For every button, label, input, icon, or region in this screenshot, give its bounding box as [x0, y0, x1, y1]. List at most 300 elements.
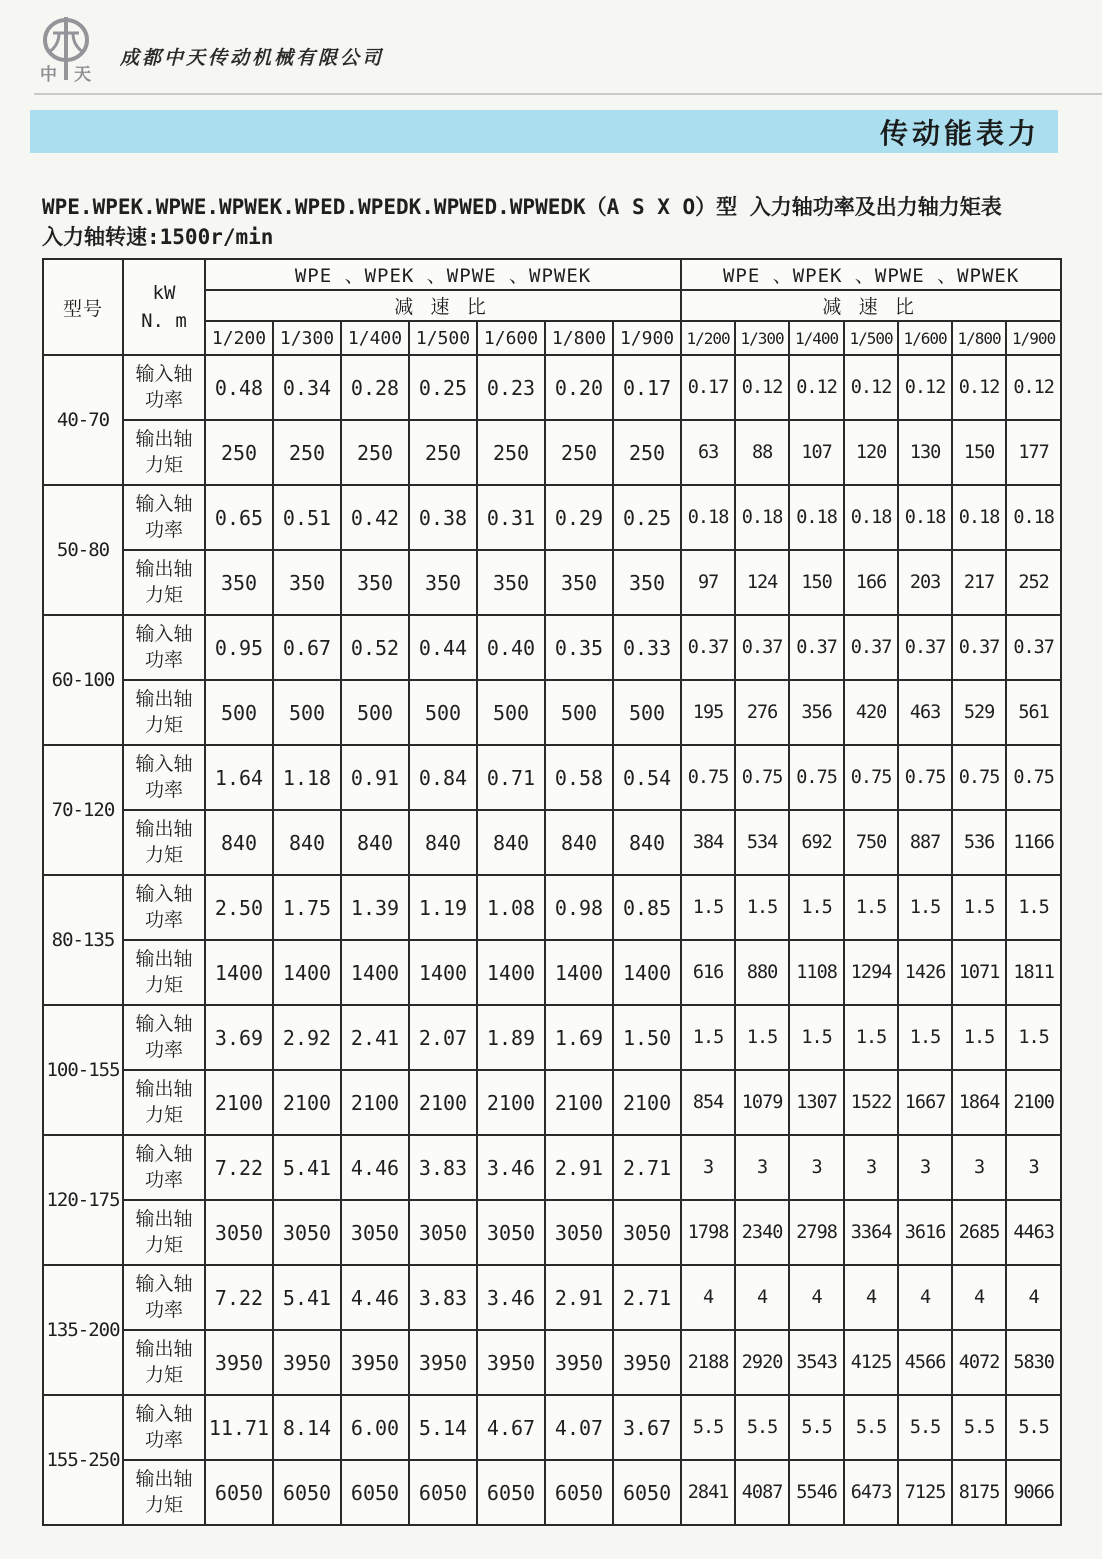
value-cell: 1.5 — [1006, 875, 1061, 940]
value-cell: 3.69 — [205, 1005, 273, 1070]
torque-row — [43, 1330, 1061, 1395]
value-cell: 840 — [477, 810, 545, 875]
value-cell: 6050 — [477, 1460, 545, 1525]
ratio-header-g2: 1/600 — [898, 321, 952, 355]
model-cell: 40-70 — [43, 355, 123, 485]
torque-row — [43, 940, 1061, 1005]
value-cell: 2100 — [409, 1070, 477, 1135]
power-row — [43, 485, 1061, 550]
power-row-label: 输入轴 功率 — [123, 1135, 205, 1200]
page-header — [34, 14, 384, 86]
torque-row — [43, 1070, 1061, 1135]
value-cell: 0.54 — [613, 745, 681, 810]
value-cell: 8175 — [952, 1460, 1006, 1525]
torque-row-label: 输出轴 力矩 — [123, 1330, 205, 1395]
value-cell: 0.37 — [952, 615, 1006, 680]
value-cell: 0.67 — [273, 615, 341, 680]
value-cell: 3.83 — [409, 1135, 477, 1200]
model-cell: 100-155 — [43, 1005, 123, 1135]
value-cell: 1.50 — [613, 1005, 681, 1070]
value-cell: 1400 — [205, 940, 273, 1005]
value-cell: 3 — [681, 1135, 735, 1200]
company-name: 成都中天传动机械有限公司 — [120, 48, 385, 69]
value-cell: 0.95 — [205, 615, 273, 680]
value-cell: 1.5 — [952, 1005, 1006, 1070]
value-cell: 1400 — [409, 940, 477, 1005]
value-cell: 840 — [273, 810, 341, 875]
value-cell: 0.75 — [681, 745, 735, 810]
value-cell: 3.46 — [477, 1135, 545, 1200]
value-cell: 0.18 — [789, 485, 844, 550]
ratio-header-g2: 1/500 — [844, 321, 898, 355]
power-row — [43, 1005, 1061, 1070]
power-row-label: 输入轴 功率 — [123, 1395, 205, 1460]
value-cell: 177 — [1006, 420, 1061, 485]
value-cell: 2841 — [681, 1460, 735, 1525]
model-cell: 80-135 — [43, 875, 123, 1005]
value-cell: 6050 — [409, 1460, 477, 1525]
value-cell: 1307 — [789, 1070, 844, 1135]
value-cell: 1.18 — [273, 745, 341, 810]
value-cell: 203 — [898, 550, 952, 615]
value-cell: 3050 — [613, 1200, 681, 1265]
value-cell: 3950 — [273, 1330, 341, 1395]
value-cell: 0.18 — [1006, 485, 1061, 550]
value-cell: 250 — [545, 420, 613, 485]
value-cell: 1400 — [477, 940, 545, 1005]
value-cell: 0.18 — [898, 485, 952, 550]
value-cell: 0.12 — [1006, 355, 1061, 420]
value-cell: 124 — [735, 550, 789, 615]
value-cell: 1166 — [1006, 810, 1061, 875]
value-cell: 0.75 — [735, 745, 789, 810]
value-cell: 2685 — [952, 1200, 1006, 1265]
value-cell: 2100 — [1006, 1070, 1061, 1135]
value-cell: 0.35 — [545, 615, 613, 680]
value-cell: 2.07 — [409, 1005, 477, 1070]
value-cell: 5830 — [1006, 1330, 1061, 1395]
torque-row-label: 输出轴 力矩 — [123, 940, 205, 1005]
value-cell: 2100 — [545, 1070, 613, 1135]
value-cell: 3 — [952, 1135, 1006, 1200]
value-cell: 130 — [898, 420, 952, 485]
value-cell: 5.5 — [1006, 1395, 1061, 1460]
value-cell: 3.46 — [477, 1265, 545, 1330]
value-cell: 500 — [477, 680, 545, 745]
value-cell: 350 — [477, 550, 545, 615]
power-row-label: 输入轴 功率 — [123, 615, 205, 680]
value-cell: 4125 — [844, 1330, 898, 1395]
value-cell: 1.5 — [844, 1005, 898, 1070]
ratio-header-g2: 1/200 — [681, 321, 735, 355]
torque-row-label: 输出轴 力矩 — [123, 810, 205, 875]
ratio-header-g2: 1/800 — [952, 321, 1006, 355]
value-cell: 0.37 — [898, 615, 952, 680]
ratio-header-g1: 1/600 — [477, 321, 545, 355]
torque-row-label: 输出轴 力矩 — [123, 1460, 205, 1525]
value-cell: 4 — [1006, 1265, 1061, 1330]
value-cell: 0.18 — [952, 485, 1006, 550]
value-cell: 0.84 — [409, 745, 477, 810]
value-cell: 0.44 — [409, 615, 477, 680]
value-cell: 1.39 — [341, 875, 409, 940]
value-cell: 6050 — [205, 1460, 273, 1525]
value-cell: 0.37 — [1006, 615, 1061, 680]
value-cell: 3950 — [477, 1330, 545, 1395]
value-cell: 88 — [735, 420, 789, 485]
value-cell: 534 — [735, 810, 789, 875]
value-cell: 4566 — [898, 1330, 952, 1395]
value-cell: 4.46 — [341, 1265, 409, 1330]
group2-ratio-label: 减 速 比 — [681, 290, 1061, 321]
value-cell: 0.85 — [613, 875, 681, 940]
value-cell: 1.5 — [898, 1005, 952, 1070]
value-cell: 1.19 — [409, 875, 477, 940]
value-cell: 0.48 — [205, 355, 273, 420]
value-cell: 1.64 — [205, 745, 273, 810]
value-cell: 529 — [952, 680, 1006, 745]
torque-row — [43, 810, 1061, 875]
svg-text:天: 天 — [74, 65, 91, 84]
value-cell: 750 — [844, 810, 898, 875]
value-cell: 2.41 — [341, 1005, 409, 1070]
value-cell: 5.41 — [273, 1265, 341, 1330]
value-cell: 3950 — [205, 1330, 273, 1395]
power-row-label: 输入轴 功率 — [123, 485, 205, 550]
torque-row-label: 输出轴 力矩 — [123, 1200, 205, 1265]
ratio-header-g1: 1/200 — [205, 321, 273, 355]
value-cell: 0.12 — [735, 355, 789, 420]
value-cell: 1.5 — [898, 875, 952, 940]
value-cell: 0.17 — [613, 355, 681, 420]
group1-header: WPE 、WPEK 、WPWE 、WPWEK — [205, 259, 681, 290]
ratio-header-g1: 1/900 — [613, 321, 681, 355]
value-cell: 350 — [545, 550, 613, 615]
value-cell: 2.71 — [613, 1135, 681, 1200]
value-cell: 0.75 — [844, 745, 898, 810]
value-cell: 0.25 — [613, 485, 681, 550]
value-cell: 1.5 — [681, 875, 735, 940]
value-cell: 350 — [205, 550, 273, 615]
value-cell: 4 — [844, 1265, 898, 1330]
value-cell: 2.91 — [545, 1265, 613, 1330]
value-cell: 3050 — [409, 1200, 477, 1265]
model-cell: 50-80 — [43, 485, 123, 615]
value-cell: 63 — [681, 420, 735, 485]
value-cell: 3050 — [205, 1200, 273, 1265]
value-cell: 0.37 — [735, 615, 789, 680]
value-cell: 97 — [681, 550, 735, 615]
power-row-label: 输入轴 功率 — [123, 745, 205, 810]
value-cell: 150 — [952, 420, 1006, 485]
value-cell: 3050 — [273, 1200, 341, 1265]
value-cell: 840 — [409, 810, 477, 875]
power-row — [43, 1395, 1061, 1460]
value-cell: 1079 — [735, 1070, 789, 1135]
value-cell: 1.08 — [477, 875, 545, 940]
value-cell: 5.41 — [273, 1135, 341, 1200]
value-cell: 250 — [613, 420, 681, 485]
value-cell: 0.37 — [789, 615, 844, 680]
value-cell: 2.71 — [613, 1265, 681, 1330]
value-cell: 4 — [898, 1265, 952, 1330]
value-cell: 1294 — [844, 940, 898, 1005]
value-cell: 1522 — [844, 1070, 898, 1135]
value-cell: 0.75 — [789, 745, 844, 810]
value-cell: 1.5 — [735, 875, 789, 940]
value-cell: 0.12 — [898, 355, 952, 420]
value-cell: 1864 — [952, 1070, 1006, 1135]
section-banner — [30, 110, 1058, 153]
value-cell: 3.83 — [409, 1265, 477, 1330]
group1-ratio-label: 减 速 比 — [205, 290, 681, 321]
value-cell: 3616 — [898, 1200, 952, 1265]
value-cell: 4 — [735, 1265, 789, 1330]
power-row — [43, 355, 1061, 420]
value-cell: 0.12 — [952, 355, 1006, 420]
value-cell: 1.5 — [844, 875, 898, 940]
value-cell: 1.75 — [273, 875, 341, 940]
value-cell: 0.58 — [545, 745, 613, 810]
value-cell: 0.42 — [341, 485, 409, 550]
value-cell: 0.18 — [681, 485, 735, 550]
torque-row — [43, 420, 1061, 485]
value-cell: 9066 — [1006, 1460, 1061, 1525]
value-cell: 0.75 — [1006, 745, 1061, 810]
value-cell: 1.5 — [681, 1005, 735, 1070]
value-cell: 7125 — [898, 1460, 952, 1525]
value-cell: 350 — [613, 550, 681, 615]
svg-text:中: 中 — [40, 65, 57, 84]
value-cell: 500 — [613, 680, 681, 745]
value-cell: 0.52 — [341, 615, 409, 680]
ratio-header-g2: 1/400 — [789, 321, 844, 355]
value-cell: 2100 — [477, 1070, 545, 1135]
value-cell: 1108 — [789, 940, 844, 1005]
power-row-label: 输入轴 功率 — [123, 1005, 205, 1070]
spec-table — [42, 258, 1062, 1526]
value-cell: 1071 — [952, 940, 1006, 1005]
value-cell: 1798 — [681, 1200, 735, 1265]
value-cell: 4463 — [1006, 1200, 1061, 1265]
value-cell: 500 — [205, 680, 273, 745]
power-row-label: 输入轴 功率 — [123, 875, 205, 940]
value-cell: 1.5 — [789, 1005, 844, 1070]
value-cell: 0.37 — [844, 615, 898, 680]
ratio-header-g2: 1/300 — [735, 321, 789, 355]
value-cell: 384 — [681, 810, 735, 875]
value-cell: 840 — [341, 810, 409, 875]
value-cell: 0.18 — [735, 485, 789, 550]
power-row — [43, 615, 1061, 680]
value-cell: 0.18 — [844, 485, 898, 550]
value-cell: 5.5 — [952, 1395, 1006, 1460]
value-cell: 3950 — [409, 1330, 477, 1395]
value-cell: 166 — [844, 550, 898, 615]
value-cell: 0.23 — [477, 355, 545, 420]
value-cell: 3 — [789, 1135, 844, 1200]
table-subtitle: 入力轴转速:1500r/min — [42, 225, 274, 250]
ratio-header-g1: 1/400 — [341, 321, 409, 355]
value-cell: 2100 — [613, 1070, 681, 1135]
value-cell: 5.5 — [681, 1395, 735, 1460]
table-title: WPE.WPEK.WPWE.WPWEK.WPED.WPEDK.WPWED.WPWEDK（A S X O）型 入力轴功率及出力轴力矩表 — [42, 195, 1002, 219]
unit-kw-label: kW — [152, 281, 176, 304]
value-cell: 3364 — [844, 1200, 898, 1265]
col-header-unit — [123, 259, 205, 355]
torque-row-label: 输出轴 力矩 — [123, 680, 205, 745]
value-cell: 1.69 — [545, 1005, 613, 1070]
torque-row-label: 输出轴 力矩 — [123, 550, 205, 615]
value-cell: 6050 — [341, 1460, 409, 1525]
value-cell: 6473 — [844, 1460, 898, 1525]
value-cell: 0.75 — [952, 745, 1006, 810]
value-cell: 880 — [735, 940, 789, 1005]
value-cell: 463 — [898, 680, 952, 745]
value-cell: 8.14 — [273, 1395, 341, 1460]
torque-row — [43, 1200, 1061, 1265]
value-cell: 0.71 — [477, 745, 545, 810]
value-cell: 4.46 — [341, 1135, 409, 1200]
model-cell: 135-200 — [43, 1265, 123, 1395]
value-cell: 1.5 — [789, 875, 844, 940]
value-cell: 2100 — [341, 1070, 409, 1135]
value-cell: 500 — [409, 680, 477, 745]
value-cell: 4.07 — [545, 1395, 613, 1460]
value-cell: 0.34 — [273, 355, 341, 420]
value-cell: 500 — [545, 680, 613, 745]
value-cell: 3 — [1006, 1135, 1061, 1200]
value-cell: 5.5 — [789, 1395, 844, 1460]
value-cell: 150 — [789, 550, 844, 615]
value-cell: 2.50 — [205, 875, 273, 940]
power-row-label: 输入轴 功率 — [123, 1265, 205, 1330]
value-cell: 420 — [844, 680, 898, 745]
value-cell: 840 — [613, 810, 681, 875]
value-cell: 0.37 — [681, 615, 735, 680]
value-cell: 561 — [1006, 680, 1061, 745]
value-cell: 1400 — [341, 940, 409, 1005]
model-cell: 155-250 — [43, 1395, 123, 1525]
value-cell: 2340 — [735, 1200, 789, 1265]
ratio-header-g1: 1/500 — [409, 321, 477, 355]
value-cell: 0.38 — [409, 485, 477, 550]
value-cell: 5.5 — [844, 1395, 898, 1460]
value-cell: 3950 — [545, 1330, 613, 1395]
value-cell: 0.20 — [545, 355, 613, 420]
col-header-model: 型号 — [43, 259, 123, 355]
value-cell: 1.5 — [952, 875, 1006, 940]
value-cell: 5.5 — [735, 1395, 789, 1460]
value-cell: 0.29 — [545, 485, 613, 550]
value-cell: 1400 — [545, 940, 613, 1005]
torque-row — [43, 550, 1061, 615]
value-cell: 1.5 — [735, 1005, 789, 1070]
logo-emblem-icon — [34, 14, 98, 86]
value-cell: 5546 — [789, 1460, 844, 1525]
value-cell: 0.33 — [613, 615, 681, 680]
power-row-label: 输入轴 功率 — [123, 355, 205, 420]
value-cell: 5.5 — [898, 1395, 952, 1460]
value-cell: 250 — [205, 420, 273, 485]
value-cell: 0.25 — [409, 355, 477, 420]
value-cell: 4072 — [952, 1330, 1006, 1395]
value-cell: 6050 — [613, 1460, 681, 1525]
value-cell: 3950 — [341, 1330, 409, 1395]
ratio-header-g2: 1/900 — [1006, 321, 1061, 355]
value-cell: 0.40 — [477, 615, 545, 680]
value-cell: 3050 — [341, 1200, 409, 1265]
value-cell: 2.92 — [273, 1005, 341, 1070]
value-cell: 250 — [409, 420, 477, 485]
value-cell: 0.12 — [844, 355, 898, 420]
value-cell: 1.89 — [477, 1005, 545, 1070]
value-cell: 350 — [341, 550, 409, 615]
value-cell: 3050 — [477, 1200, 545, 1265]
value-cell: 276 — [735, 680, 789, 745]
value-cell: 1400 — [273, 940, 341, 1005]
value-cell: 2798 — [789, 1200, 844, 1265]
value-cell: 250 — [477, 420, 545, 485]
value-cell: 217 — [952, 550, 1006, 615]
group2-header: WPE 、WPEK 、WPWE 、WPWEK — [681, 259, 1061, 290]
value-cell: 3950 — [613, 1330, 681, 1395]
value-cell: 840 — [545, 810, 613, 875]
power-row — [43, 1135, 1061, 1200]
value-cell: 0.28 — [341, 355, 409, 420]
value-cell: 3.67 — [613, 1395, 681, 1460]
value-cell: 4 — [681, 1265, 735, 1330]
value-cell: 692 — [789, 810, 844, 875]
value-cell: 4 — [789, 1265, 844, 1330]
banner-title: 传动能表力 — [879, 117, 1040, 149]
ratio-header-g1: 1/800 — [545, 321, 613, 355]
value-cell: 500 — [273, 680, 341, 745]
value-cell: 1.5 — [1006, 1005, 1061, 1070]
value-cell: 7.22 — [205, 1135, 273, 1200]
power-row — [43, 745, 1061, 810]
torque-row — [43, 680, 1061, 745]
value-cell: 4 — [952, 1265, 1006, 1330]
value-cell: 854 — [681, 1070, 735, 1135]
value-cell: 616 — [681, 940, 735, 1005]
value-cell: 536 — [952, 810, 1006, 875]
value-cell: 2.91 — [545, 1135, 613, 1200]
power-row — [43, 1265, 1061, 1330]
ratio-header-g1: 1/300 — [273, 321, 341, 355]
value-cell: 1667 — [898, 1070, 952, 1135]
value-cell: 250 — [341, 420, 409, 485]
value-cell: 3 — [898, 1135, 952, 1200]
value-cell: 4.67 — [477, 1395, 545, 1460]
value-cell: 0.98 — [545, 875, 613, 940]
unit-nm-label: N. m — [141, 310, 187, 332]
value-cell: 350 — [409, 550, 477, 615]
torque-row — [43, 1460, 1061, 1525]
value-cell: 11.71 — [205, 1395, 273, 1460]
value-cell: 2188 — [681, 1330, 735, 1395]
value-cell: 1811 — [1006, 940, 1061, 1005]
value-cell: 3543 — [789, 1330, 844, 1395]
value-cell: 840 — [205, 810, 273, 875]
value-cell: 0.12 — [789, 355, 844, 420]
model-cell: 60-100 — [43, 615, 123, 745]
value-cell: 6050 — [273, 1460, 341, 1525]
value-cell: 356 — [789, 680, 844, 745]
value-cell: 887 — [898, 810, 952, 875]
value-cell: 2920 — [735, 1330, 789, 1395]
value-cell: 4087 — [735, 1460, 789, 1525]
